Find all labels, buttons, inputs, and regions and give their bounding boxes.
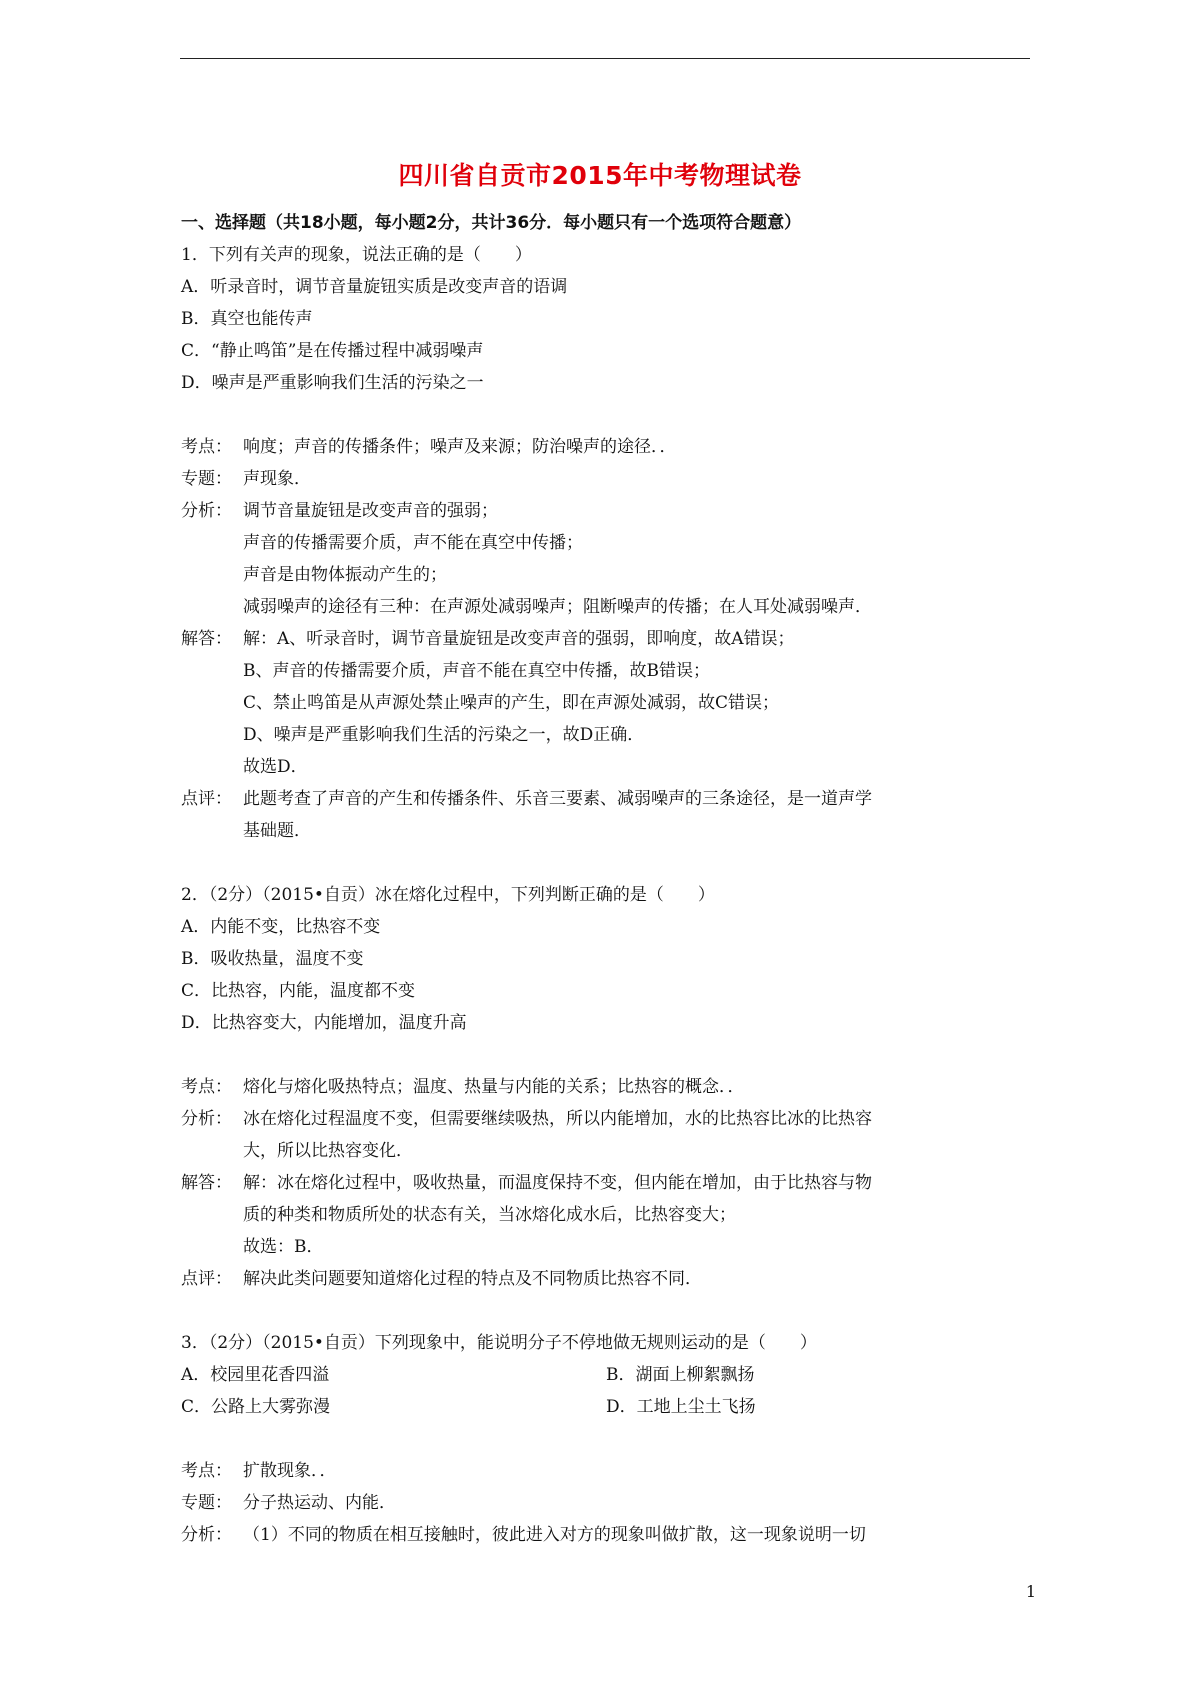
zhuanti-label: 专题： — [181, 1493, 232, 1513]
fenxi-row — [181, 1519, 1031, 1551]
option-b: B．湖面上柳絮飘扬 — [606, 1365, 755, 1385]
jieda-line: 解：A、听录音时，调节音量旋钮是改变声音的强弱，即响度，故A错误； — [243, 629, 795, 649]
option-a: A．内能不变，比热容不变 — [181, 917, 381, 937]
option-b: B．吸收热量，温度不变 — [181, 949, 364, 969]
question-stem: 2．（2分）（2015•自贡）冰在熔化过程中，下列判断正确的是（ ） — [181, 885, 715, 905]
spacer — [181, 1423, 1031, 1455]
question-1 — [181, 239, 1031, 879]
section-heading: 一、选择题（共18小题，每小题2分，共计36分．每小题只有一个选项符合题意） — [181, 213, 802, 233]
jieda-line: 故选：B． — [243, 1237, 324, 1257]
option-c: C．比热容，内能，温度都不变 — [181, 981, 416, 1001]
option-row — [181, 1391, 1031, 1423]
option-a: A．校园里花香四溢 — [181, 1365, 330, 1385]
page-content — [181, 207, 1031, 1551]
option-d: D．工地上尘土飞扬 — [606, 1397, 756, 1417]
question-stem: 1．下列有关声的现象，说法正确的是（ ） — [181, 245, 532, 265]
fenxi-row — [181, 495, 1031, 623]
fenxi-line: 减弱噪声的途径有三种：在声源处减弱噪声；阻断噪声的传播；在人耳处减弱噪声． — [243, 597, 872, 617]
dianping-line: 基础题． — [243, 821, 311, 841]
zhuanti-row — [181, 463, 1031, 495]
dianping-line: 此题考查了声音的产生和传播条件、乐音三要素、减弱噪声的三条途径，是一道声学 — [243, 789, 872, 809]
kaodian-text: 响度；声音的传播条件；噪声及来源；防治噪声的途径．． — [243, 437, 677, 457]
fenxi-row — [181, 1103, 1031, 1167]
dianping-label: 点评： — [181, 1269, 232, 1289]
fenxi-label: 分析： — [181, 1109, 232, 1129]
dianping-label: 点评： — [181, 789, 232, 809]
kaodian-row — [181, 1071, 1031, 1103]
option-d: D．比热容变大，内能增加，温度升高 — [181, 1013, 467, 1033]
option-a: A．听录音时，调节音量旋钮实质是改变声音的语调 — [181, 277, 568, 297]
jieda-row — [181, 623, 1031, 783]
option-row — [181, 1359, 1031, 1391]
spacer — [181, 399, 1031, 431]
zhuanti-row — [181, 1487, 1031, 1519]
dianping-row — [181, 783, 1031, 847]
question-stem: 3．（2分）（2015•自贡）下列现象中，能说明分子不停地做无规则运动的是（ ） — [181, 1333, 817, 1353]
jieda-label: 解答： — [181, 1173, 232, 1193]
zhuanti-text: 分子热运动、内能． — [243, 1493, 396, 1513]
fenxi-line: 冰在熔化过程温度不变，但需要继续吸热，所以内能增加，水的比热容比冰的比热容 — [243, 1109, 872, 1129]
kaodian-label: 考点： — [181, 1077, 232, 1097]
spacer — [181, 1295, 1031, 1327]
option-c: C．公路上大雾弥漫 — [181, 1397, 331, 1417]
fenxi-line: 调节音量旋钮是改变声音的强弱； — [243, 501, 498, 521]
kaodian-label: 考点： — [181, 1461, 232, 1481]
fenxi-label: 分析： — [181, 1525, 232, 1545]
fenxi-line: 声音是由物体振动产生的； — [243, 565, 447, 585]
kaodian-row — [181, 431, 1031, 463]
jieda-line: 解：冰在熔化过程中，吸收热量，而温度保持不变，但内能在增加，由于比热容与物 — [243, 1173, 872, 1193]
jieda-line: D、噪声是严重影响我们生活的污染之一，故D正确． — [243, 725, 645, 745]
kaodian-text: 熔化与熔化吸热特点；温度、热量与内能的关系；比热容的概念．． — [243, 1077, 745, 1097]
question-2 — [181, 879, 1031, 1327]
option-d: D．噪声是严重影响我们生活的污染之一 — [181, 373, 484, 393]
option-b: B．真空也能传声 — [181, 309, 313, 329]
jieda-line: B、声音的传播需要介质，声音不能在真空中传播，故B错误； — [243, 661, 710, 681]
kaodian-label: 考点： — [181, 437, 232, 457]
fenxi-line: 声音的传播需要介质，声不能在真空中传播； — [243, 533, 583, 553]
page-number: 1 — [1025, 1582, 1036, 1601]
dianping-line: 解决此类问题要知道熔化过程的特点及不同物质比热容不同． — [243, 1269, 702, 1289]
dianping-row — [181, 1263, 1031, 1295]
header-rule — [180, 58, 1030, 59]
kaodian-text: 扩散现象．． — [243, 1461, 337, 1481]
zhuanti-text: 声现象． — [243, 469, 311, 489]
jieda-label: 解答： — [181, 629, 232, 649]
fenxi-label: 分析： — [181, 501, 232, 521]
spacer — [181, 847, 1031, 879]
jieda-line: 故选D． — [243, 757, 308, 777]
kaodian-row — [181, 1455, 1031, 1487]
fenxi-line: 大，所以比热容变化． — [243, 1141, 413, 1161]
option-c: C．“静止鸣笛”是在传播过程中减弱噪声 — [181, 341, 484, 361]
jieda-line: 质的种类和物质所处的状态有关，当冰熔化成水后，比热容变大； — [243, 1205, 736, 1225]
page-title: 四川省自贡市2015年中考物理试卷 — [398, 161, 802, 190]
zhuanti-label: 专题： — [181, 469, 232, 489]
jieda-row — [181, 1167, 1031, 1263]
fenxi-line: （1）不同的物质在相互接触时，彼此进入对方的现象叫做扩散，这一现象说明一切 — [243, 1525, 866, 1545]
jieda-line: C、禁止鸣笛是从声源处禁止噪声的产生，即在声源处减弱，故C错误； — [243, 693, 780, 713]
spacer — [181, 1039, 1031, 1071]
question-3 — [181, 1327, 1031, 1551]
